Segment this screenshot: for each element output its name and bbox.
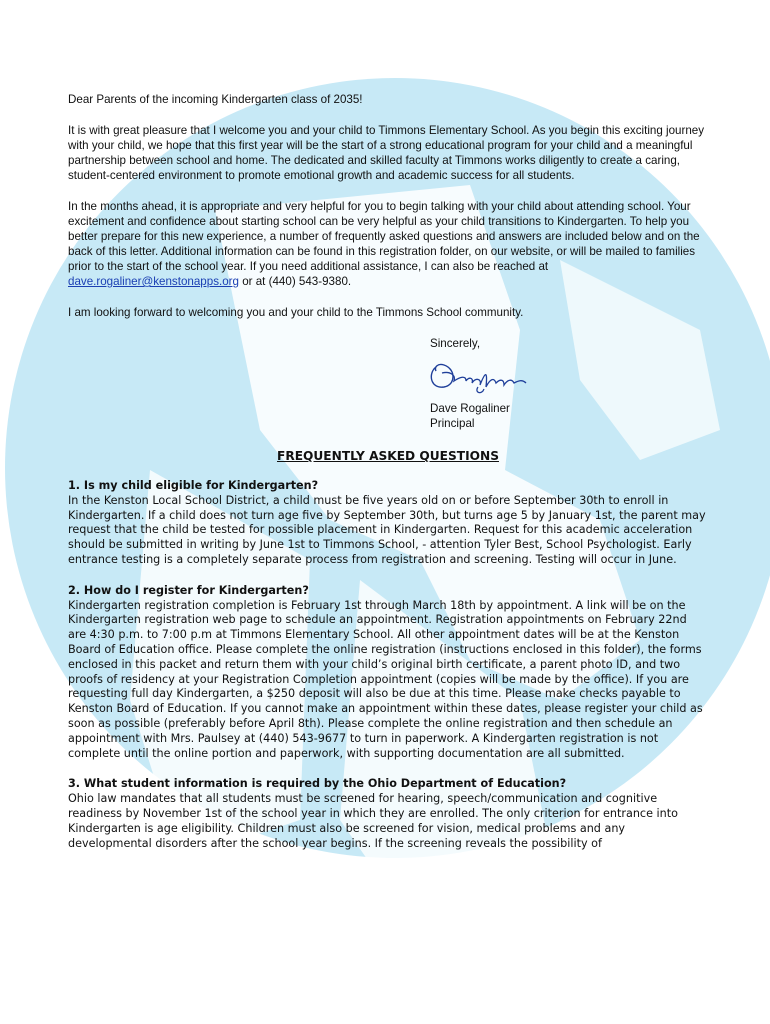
handwritten-signature [426, 353, 536, 397]
closing-paragraph: I am looking forward to welcoming you and your child to the Timmons School community. [68, 306, 524, 319]
faq-question: 1. Is my child eligible for Kindergarten? [68, 479, 319, 492]
faq-answer: Ohio law mandates that all students must be screened for hearing, speech/communication and cognitive readiness by November 1st of the school year in which they are enrolled. The only criterion for entrance into Kindergarten is age eligibility. Children must also be screened for vision, medical problems and any developmental disorders after the school year begins. If the screening reveals the possibility of [68, 792, 678, 850]
contact-paragraph [68, 199, 708, 289]
faq-title: FREQUENTLY ASKED QUESTIONS [277, 449, 499, 463]
faq-item [68, 584, 708, 762]
faq-question: 3. What student information is required by the Ohio Department of Education? [68, 777, 567, 791]
faq-question: 2. How do I register for Kindergarten? [68, 583, 309, 597]
intro-paragraph: It is with great pleasure that I welcome you and your child to Timmons Elementary School. As you begin this exciting journey with your child, we hope that this first year will be the start of a strong educational program for your child and a meaningful partnership between school and home. The dedicated and skilled faculty at Timmons works diligently to create a caring, student-centered environment to promote emotional growth and academic success for all students. [68, 124, 705, 182]
faq-item [68, 479, 708, 568]
signer-title: Principal [430, 417, 475, 430]
contact-phone-text: or at (440) 543-9380. [238, 275, 352, 288]
faq-answer: Kindergarten registration completion is February 1st through March 18th by appointment. A link will be on the Kindergarten registration web page to schedule an appointment. Registration appointments on February 22nd are 4:30 p.m. to 7:00 p.m at Timmons Elementary School. All other appointment dates will be at the Kenston Board of Education office. Please complete the online registration (instructions enclosed in this folder), the forms enclosed in this packet and return them with your child’s original birth certificate, a parent photo ID, and two proofs of residency at your Registration Completion appointment (copies will be made by the office). If you are requesting full day Kindergarten, a $250 deposit will also be due at this time. Please make checks payable to Kenston Board of Education. If you cannot make an appointment within these dates, please register your child as soon as possible (preferably before April 8th). Please complete the online registration and then schedule an appointment with Mrs. Paulsey at (440) 543-9677 to turn in paperwork. A Kindergarten registration is not complete until the online portion and paperwork, with supporting documentation are all submitted. [68, 598, 703, 760]
contact-text: In the months ahead, it is appropriate and very helpful for you to begin talking with your child about attending school. Your excitement and confidence about starting school can be very helpful as your child transitions to Kindergarten. To help you better prepare for this new experience, a number of frequently asked questions and answers are included below and on the back of this letter. Additional information can be found in this registration folder, on our website, or will be mailed to families prior to the start of the school year. If you need additional assistance, I can also be reached at [68, 200, 700, 273]
email-link[interactable]: dave.rogaliner@kenstonapps.org [68, 275, 239, 288]
faq-answer: In the Kenston Local School District, a child must be five years old on or before September 30th to enroll in Kindergarten. If a child does not turn age five by September 30th, but turns age 5 by January 1st, the parent may request that the child be tested for possible placement in Kindergarten. Request for this academic acceleration should be submitted in writing by June 1st to Timmons School, - attention Tyler Best, School Psychologist. Early entrance testing is a completely separate process from registration and screening. Testing will occur in June. [68, 493, 706, 566]
letter-page [68, 92, 708, 867]
faq-item [68, 777, 708, 851]
signature-block [430, 336, 708, 431]
greeting: Dear Parents of the incoming Kindergarten class of 2035! [68, 93, 363, 106]
signer-name: Dave Rogaliner [430, 402, 510, 415]
sincerely-text: Sincerely, [430, 337, 481, 350]
